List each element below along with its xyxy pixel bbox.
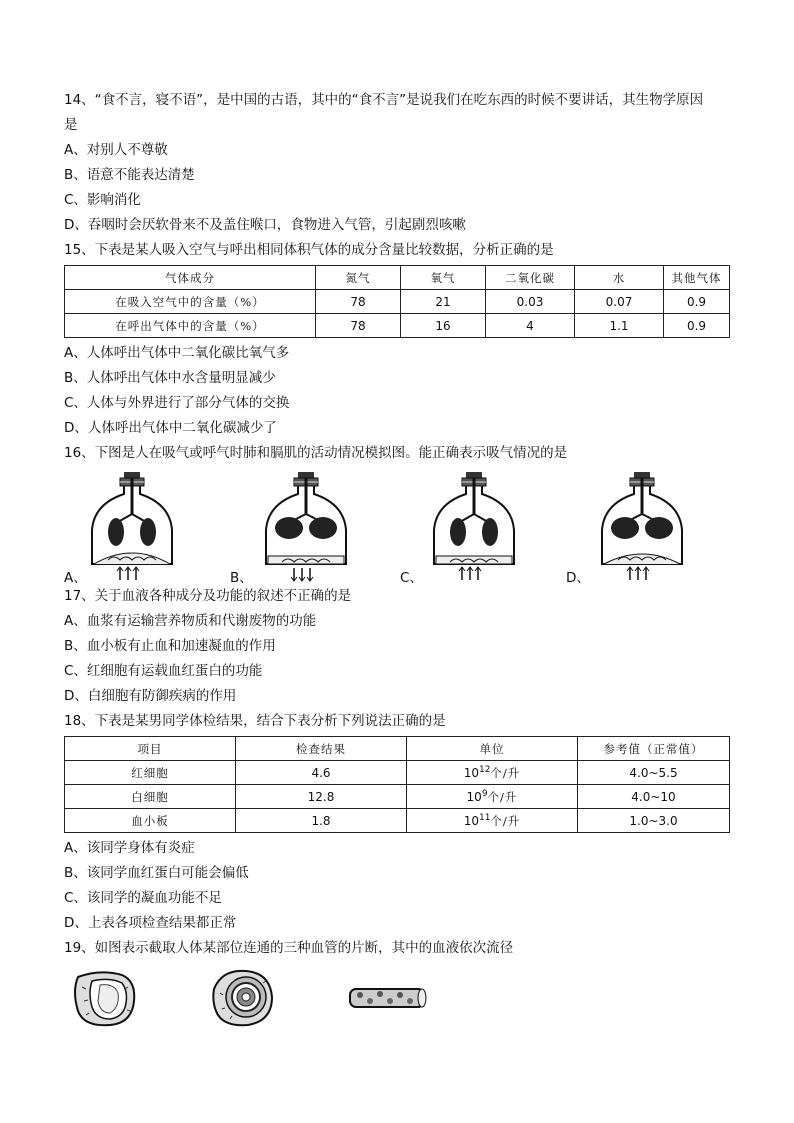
table-cell: [407, 761, 578, 785]
table-cell: [407, 809, 578, 833]
table-cell: 4: [486, 314, 575, 338]
figure-d[interactable]: [566, 472, 730, 584]
bell-jar-model-c: [426, 472, 526, 584]
question-stem-cont: 是: [64, 117, 78, 133]
option-d[interactable]: D、上表各项检查结果都正常: [64, 915, 237, 931]
table-header: 二氧化碳: [486, 266, 575, 290]
table-header-row: [65, 266, 730, 290]
table-row: [65, 761, 730, 785]
table-row: [65, 785, 730, 809]
table-row: [65, 314, 730, 338]
option-c[interactable]: C、人体与外界进行了部分气体的交换: [64, 395, 290, 411]
option-b[interactable]: B、人体呼出气体中水含量明显减少: [64, 370, 276, 386]
question-stem: 14、“食不言，寝不语”，是中国的古语，其中的“食不言”是说我们在吃东西的时候不要讲话，其生物学原因: [64, 92, 704, 108]
option-a[interactable]: A、对别人不尊敬: [64, 142, 168, 158]
unit-text: 个/升: [490, 765, 521, 780]
gas-composition-table: [64, 265, 730, 338]
unit-exponent: 11: [478, 812, 491, 823]
unit-base: 10: [466, 789, 482, 804]
question-19: [64, 936, 730, 1029]
question-15: [64, 238, 730, 441]
artery-section-image: [208, 967, 278, 1029]
option-d[interactable]: D、白细胞有防御疾病的作用: [64, 688, 237, 704]
table-cell: 1.0~3.0: [578, 809, 730, 833]
unit-base: 10: [463, 813, 479, 828]
table-header: 气体成分: [65, 266, 316, 290]
question-16: [64, 441, 730, 584]
question-17: [64, 584, 730, 709]
table-cell: 在吸入空气中的含量（%）: [65, 290, 316, 314]
table-cell: 0.9: [664, 290, 730, 314]
table-cell: 4.0~10: [578, 785, 730, 809]
option-a[interactable]: A、血浆有运输营养物质和代谢废物的功能: [64, 613, 317, 629]
table-cell: 0.03: [486, 290, 575, 314]
option-c[interactable]: C、影响消化: [64, 192, 141, 208]
question-stem: 17、关于血液各种成分及功能的叙述不正确的是: [64, 588, 352, 604]
table-header: 单位: [407, 737, 578, 761]
vein-section-image: [70, 967, 140, 1029]
figure-label-d: D、: [566, 570, 590, 586]
figure-label-b: B、: [230, 570, 253, 586]
table-header-row: [65, 737, 730, 761]
option-c[interactable]: C、红细胞有运载血红蛋白的功能: [64, 663, 263, 679]
table-cell: 78: [316, 290, 401, 314]
table-row: [65, 290, 730, 314]
figure-label-c: C、: [400, 570, 423, 586]
option-a[interactable]: A、该同学身体有炎症: [64, 840, 195, 856]
physical-exam-table: [64, 736, 730, 833]
exam-page: [64, 88, 730, 1029]
table-cell: 21: [401, 290, 486, 314]
breathing-model-figures: [64, 472, 730, 584]
table-header: 其他气体: [664, 266, 730, 290]
option-d[interactable]: D、吞咽时会厌软骨来不及盖住喉口，食物进入气管，引起剧烈咳嗽: [64, 217, 466, 233]
bell-jar-model-b: [258, 472, 358, 584]
table-cell: 白细胞: [65, 785, 236, 809]
question-stem: 19、如图表示截取人体某部位连通的三种血管的片断，其中的血液依次流径: [64, 940, 514, 956]
table-cell: 1.1: [575, 314, 664, 338]
blood-vessel-figures: [64, 967, 730, 1029]
table-cell: 78: [316, 314, 401, 338]
option-a[interactable]: A、人体呼出气体中二氧化碳比氧气多: [64, 345, 290, 361]
option-c[interactable]: C、该同学的凝血功能不足: [64, 890, 222, 906]
figure-b[interactable]: [230, 472, 390, 584]
table-header: 水: [575, 266, 664, 290]
figure-c[interactable]: [400, 472, 560, 584]
unit-exponent: 9: [481, 788, 488, 799]
table-cell: 红细胞: [65, 761, 236, 785]
option-b[interactable]: B、该同学血红蛋白可能会偏低: [64, 865, 249, 881]
figure-a[interactable]: [64, 472, 224, 584]
table-header: 参考值（正常值）: [578, 737, 730, 761]
table-cell: 0.07: [575, 290, 664, 314]
question-stem: 16、下图是人在吸气或呼气时肺和膈肌的活动情况模拟图。能正确表示吸气情况的是: [64, 445, 568, 461]
table-header: 氮气: [316, 266, 401, 290]
table-header: 氧气: [401, 266, 486, 290]
table-cell: 4.0~5.5: [578, 761, 730, 785]
capillary-segment-image: [346, 981, 428, 1021]
table-cell: [407, 785, 578, 809]
table-row: [65, 809, 730, 833]
table-header: 检查结果: [236, 737, 407, 761]
unit-text: 个/升: [487, 789, 518, 804]
question-14: [64, 88, 730, 238]
table-cell: 4.6: [236, 761, 407, 785]
table-cell: 血小板: [65, 809, 236, 833]
table-cell: 12.8: [236, 785, 407, 809]
option-d[interactable]: D、人体呼出气体中二氧化碳减少了: [64, 420, 277, 436]
table-cell: 在呼出气体中的含量（%）: [65, 314, 316, 338]
table-header: 项目: [65, 737, 236, 761]
option-b[interactable]: B、血小板有止血和加速凝血的作用: [64, 638, 276, 654]
option-b[interactable]: B、语意不能表达清楚: [64, 167, 195, 183]
bell-jar-model-d: [594, 472, 694, 584]
figure-label-a: A、: [64, 570, 87, 586]
question-stem: 18、下表是某男同学体检结果，结合下表分析下列说法正确的是: [64, 713, 446, 729]
bell-jar-model-a: [84, 472, 184, 584]
table-cell: 0.9: [664, 314, 730, 338]
table-cell: 1.8: [236, 809, 407, 833]
question-18: [64, 709, 730, 936]
unit-exponent: 12: [478, 764, 491, 775]
unit-text: 个/升: [490, 813, 521, 828]
table-cell: 16: [401, 314, 486, 338]
question-stem: 15、下表是某人吸入空气与呼出相同体积气体的成分含量比较数据，分析正确的是: [64, 242, 554, 258]
unit-base: 10: [463, 765, 479, 780]
